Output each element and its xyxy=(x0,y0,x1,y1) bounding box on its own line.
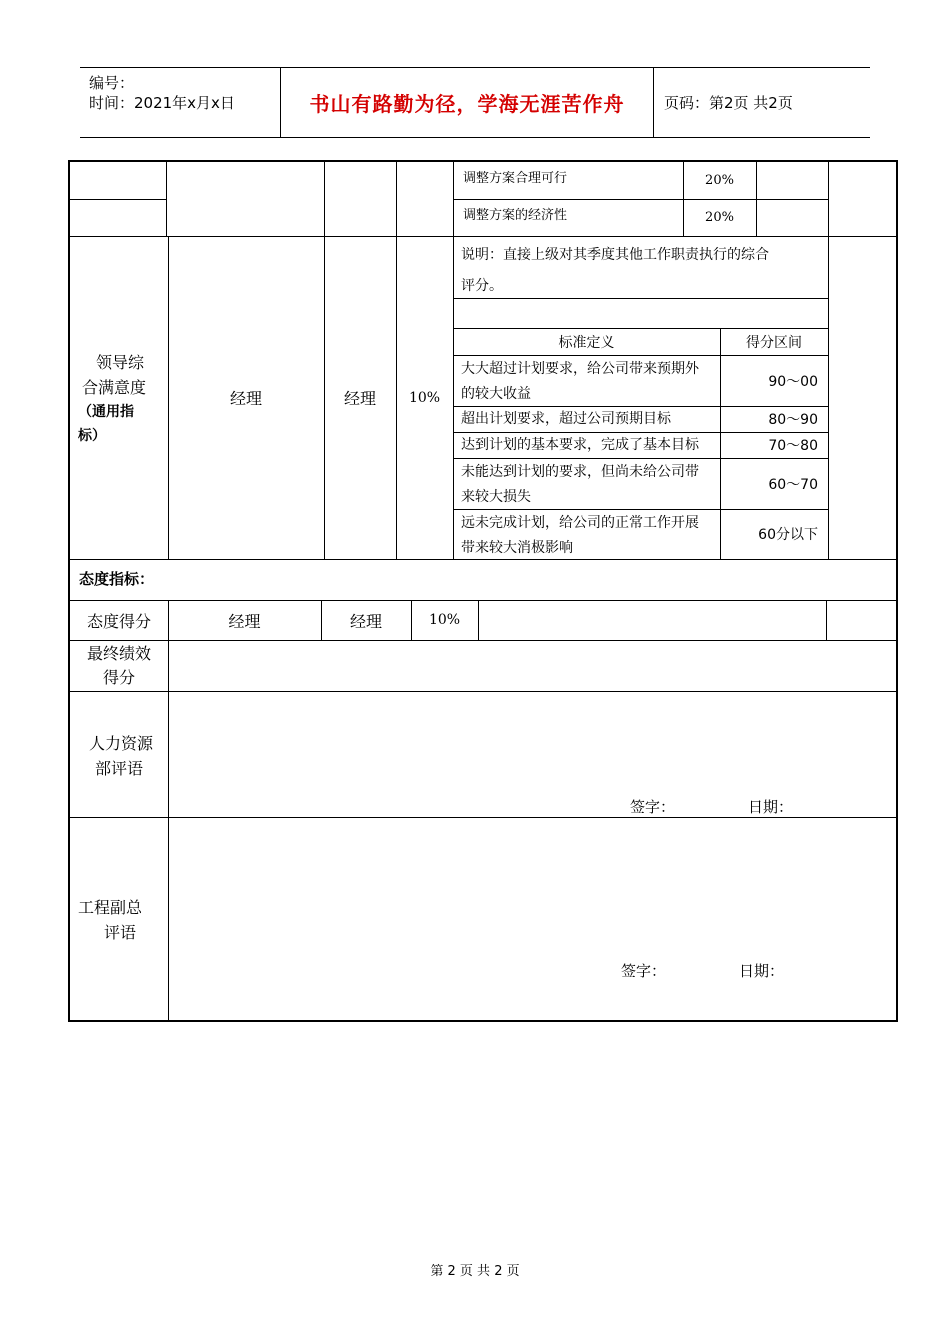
header-motto-cell xyxy=(281,68,654,137)
attitude-label: 态度得分 xyxy=(86,611,151,631)
attitude-weight: 10% xyxy=(428,612,461,628)
criterion-range-3: 70～80 xyxy=(768,438,818,454)
criterion-range-1: 90～00 xyxy=(768,373,818,390)
header-page-cell xyxy=(654,68,870,137)
criterion-range-5: 60分以下 xyxy=(758,527,818,543)
final-score-label: 最终绩效 得分 xyxy=(86,643,151,687)
attitude-evaluator: 经理 xyxy=(228,611,261,631)
vp-comment-field[interactable] xyxy=(168,817,896,1020)
criterion-feasibility-weight: 20% xyxy=(705,173,734,188)
criterion-def-3: 达到计划的基本要求，完成了基本目标 xyxy=(461,437,699,453)
criterion-def-5: 远未完成计划，给公司的正常工作开展 带来较大消极影响 xyxy=(461,515,699,556)
col-header-definition: 标准定义 xyxy=(558,334,615,351)
hr-sign-label: 签字： xyxy=(630,798,676,816)
page-footer: 第 2 页 共 2 页 xyxy=(430,1264,520,1279)
criterion-economy-weight: 20% xyxy=(705,210,734,225)
vp-comment-label: 工程副总 评语 xyxy=(78,898,143,942)
doc-time: 时间：2021年x月x日 xyxy=(89,94,235,112)
criterion-def-1: 大大超过计划要求，给公司带来预期外 的较大收益 xyxy=(461,361,699,402)
hr-date-label: 日期： xyxy=(748,798,794,816)
criterion-def-4: 未能达到计划的要求，但尚未给公司带 来较大损失 xyxy=(461,464,699,505)
vp-sign-label: 签字： xyxy=(621,962,667,980)
doc-number: 编号： xyxy=(89,74,135,92)
leader-description: 说明：直接上级对其季度其他工作职责执行的综合 评分。 xyxy=(461,247,769,294)
attitude-approver: 经理 xyxy=(349,611,382,631)
col-header-range: 得分区间 xyxy=(746,334,802,351)
vp-date-label: 日期： xyxy=(739,962,785,980)
page-info: 页码：第2页 共2页 xyxy=(664,94,793,112)
criterion-def-2: 超出计划要求，超过公司预期目标 xyxy=(461,411,671,427)
criterion-range-2: 80～90 xyxy=(768,412,818,428)
attitude-section-title: 态度指标： xyxy=(79,570,155,588)
leader-label: 领导综 合满意度 （通用指 标） xyxy=(78,353,147,444)
hr-comment-label: 人力资源 部评语 xyxy=(88,734,153,778)
final-score-field[interactable] xyxy=(168,640,896,691)
motto: 书山有路勤为径，学海无涯苦作舟 xyxy=(309,92,625,116)
header-meta xyxy=(80,68,281,137)
leader-approver: 经理 xyxy=(343,389,376,408)
page-header xyxy=(80,67,870,138)
criterion-range-4: 60～70 xyxy=(768,476,818,493)
leader-weight: 10% xyxy=(408,389,441,406)
criterion-feasibility: 调整方案合理可行 xyxy=(463,171,568,186)
evaluation-table xyxy=(68,160,898,1022)
leader-evaluator: 经理 xyxy=(229,389,262,408)
criterion-economy: 调整方案的经济性 xyxy=(463,208,568,223)
